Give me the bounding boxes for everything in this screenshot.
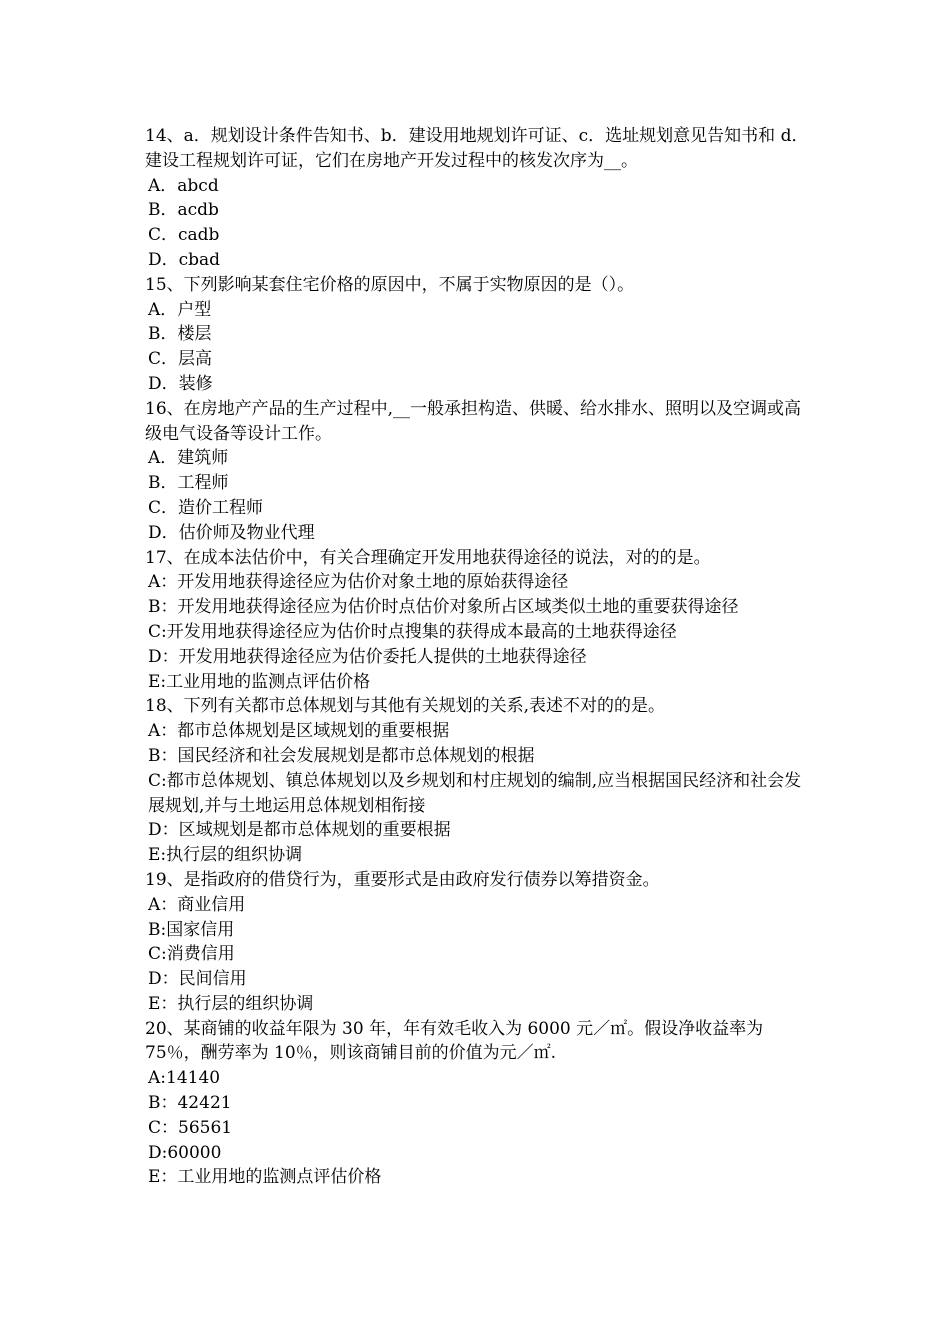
option-b: B：国民经济和社会发展规划是都市总体规划的根据 bbox=[148, 745, 535, 766]
option-a: A:14140 bbox=[148, 1068, 221, 1089]
question-stem: 18、下列有关都市总体规划与其他有关规划的关系,表述不对的的是。 bbox=[145, 696, 666, 717]
question-14 bbox=[145, 124, 810, 273]
option-a: A．户型 bbox=[148, 299, 212, 320]
option-e: E：执行层的组织协调 bbox=[148, 993, 314, 1014]
option-e: E:执行层的组织协调 bbox=[148, 845, 303, 866]
option-b: B：42421 bbox=[148, 1093, 232, 1114]
option-d: D．估价师及物业代理 bbox=[148, 522, 315, 543]
question-stem: 16、在房地产产品的生产过程中,__一般承担构造、供暖、给水排水、照明以及空调或高级电气设备等设计工作。 bbox=[145, 398, 802, 444]
question-20 bbox=[145, 1017, 810, 1191]
option-b: B：开发用地获得途径应为估价时点估价对象所占区域类似土地的重要获得途径 bbox=[148, 597, 739, 618]
question-stem: 20、某商铺的收益年限为 30 年，年有效毛收入为 6000 元／㎡。假设净收益率为 75％，酬劳率为 10％，则该商铺目前的价值为元／㎡. bbox=[145, 1018, 764, 1064]
option-c: C．造价工程师 bbox=[148, 497, 264, 518]
document-page bbox=[145, 124, 810, 1190]
question-18 bbox=[145, 694, 810, 868]
option-c: C．层高 bbox=[148, 349, 213, 370]
question-15 bbox=[145, 273, 810, 397]
question-19 bbox=[145, 868, 810, 1017]
question-stem: 19、是指政府的借贷行为，重要形式是由政府发行债券以筹措资金。 bbox=[145, 869, 660, 890]
option-a: A：开发用地获得途径应为估价对象土地的原始获得途径 bbox=[148, 572, 569, 593]
option-b: B:国家信用 bbox=[148, 919, 235, 940]
option-c: C:消费信用 bbox=[148, 944, 235, 965]
option-c: C:开发用地获得途径应为估价时点搜集的获得成本最高的土地获得途径 bbox=[148, 621, 677, 642]
question-stem: 14、a．规划设计条件告知书、b．建设用地规划许可证、c．选址规划意见告知书和 d．建设工程规划许可证，它们在房地产开发过程中的核发次序为__。 bbox=[145, 126, 809, 171]
question-17 bbox=[145, 546, 810, 695]
question-stem: 17、在成本法估价中，有关合理确定开发用地获得途径的说法，对的的是。 bbox=[145, 547, 711, 568]
option-c: C:都市总体规划、镇总体规划以及乡规划和村庄规划的编制,应当根据国民经济和社会发展规划,并与土地运用总体规划相衔接 bbox=[148, 770, 802, 816]
option-b: B．工程师 bbox=[148, 473, 229, 494]
option-c: C：56561 bbox=[148, 1117, 233, 1138]
option-d: D：民间信用 bbox=[148, 969, 247, 990]
option-a: A．建筑师 bbox=[148, 448, 229, 469]
option-d: D:60000 bbox=[148, 1142, 222, 1163]
option-b: B．楼层 bbox=[148, 324, 212, 345]
question-16 bbox=[145, 397, 810, 546]
option-d: D．cbad bbox=[148, 249, 221, 270]
option-a: A．abcd bbox=[148, 175, 219, 196]
option-d: D：开发用地获得途径应为估价委托人提供的土地获得途径 bbox=[148, 646, 587, 667]
option-d: D．装修 bbox=[148, 373, 213, 394]
option-e: E：工业用地的监测点评估价格 bbox=[148, 1167, 382, 1188]
option-c: C．cadb bbox=[148, 225, 220, 246]
option-e: E:工业用地的监测点评估价格 bbox=[148, 671, 371, 692]
option-d: D：区域规划是都市总体规划的重要根据 bbox=[148, 820, 451, 841]
option-b: B．acdb bbox=[148, 200, 219, 221]
option-a: A：商业信用 bbox=[148, 894, 246, 915]
question-stem: 15、下列影响某套住宅价格的原因中，不属于实物原因的是（）。 bbox=[145, 274, 635, 295]
option-a: A：都市总体规划是区域规划的重要根据 bbox=[148, 721, 450, 742]
